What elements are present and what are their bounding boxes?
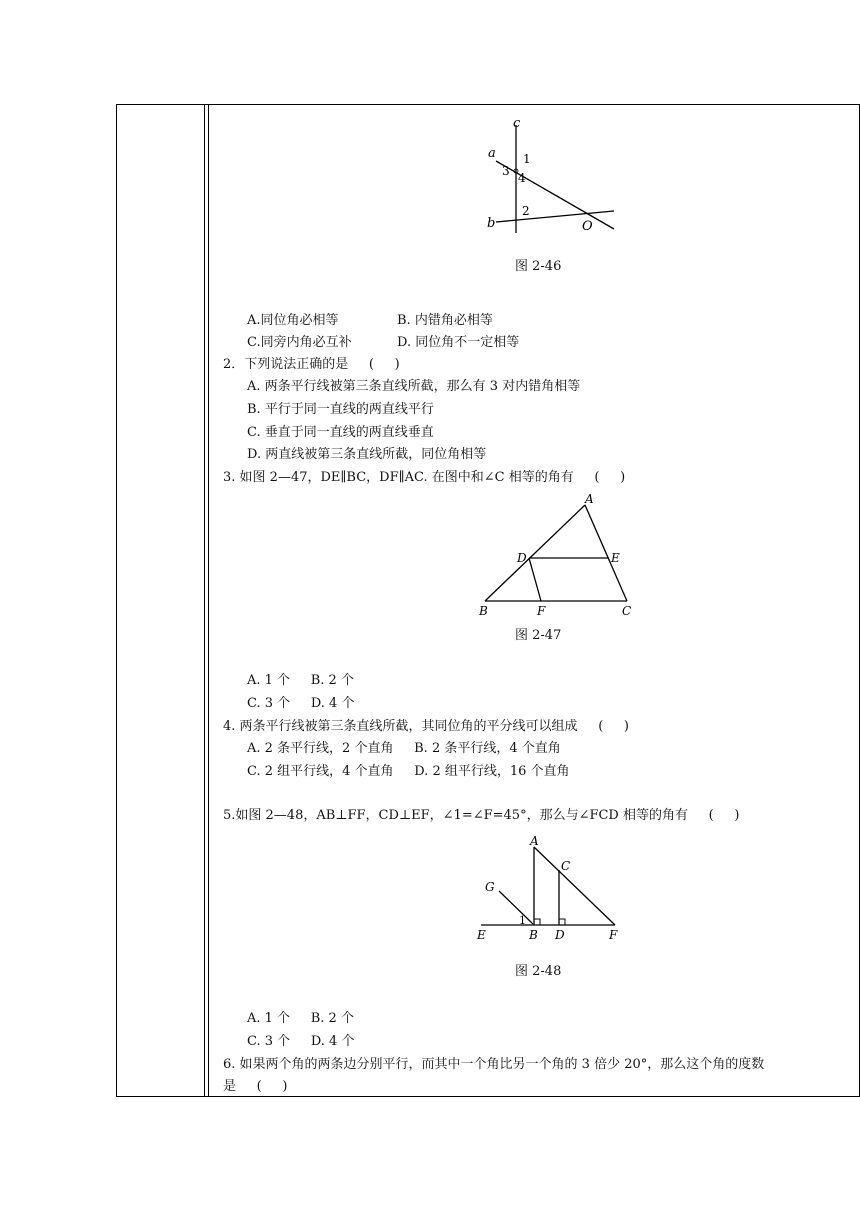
label-F: F	[609, 928, 618, 942]
label-angle-2: 2	[522, 204, 530, 218]
q5-stem: 5.如图 2—48，AB⊥FF，CD⊥EF，∠1=∠F=45°，那么与∠FCD 相等的角有 ( )	[223, 808, 740, 823]
label-D: D	[555, 928, 565, 942]
q5-options-cd: C. 3 个 D. 4 个	[247, 1034, 355, 1049]
q3-options-ab: A. 1 个 B. 2 个	[247, 673, 354, 688]
figure-2-47	[477, 491, 637, 619]
q2-option-a: A. 两条平行线被第三条直线所截，那么有 3 对内错角相等	[247, 379, 581, 394]
label-o: O	[582, 219, 593, 234]
q3-options-cd: C. 3 个 D. 4 个	[247, 696, 355, 711]
label-angle-3: 3	[502, 164, 510, 178]
question-cell	[217, 105, 855, 1096]
q4-options-cd: C. 2 组平行线，4 个直角 D. 2 组平行线，16 个直角	[247, 764, 570, 779]
label-G: G	[485, 880, 495, 894]
q4-options-ab: A. 2 条平行线，2 个直角 B. 2 条平行线，4 个直角	[247, 741, 561, 756]
label-A: A	[530, 834, 539, 848]
q3-stem: 3. 如图 2—47，DE∥BC，DF∥AC. 在图中和∠C 相等的角有 ( )	[223, 470, 626, 485]
label-E: E	[477, 928, 486, 942]
q1-option-a: A.同位角必相等	[247, 313, 339, 328]
q6-stem-line2: 是 ( )	[223, 1079, 288, 1094]
label-b: b	[487, 216, 496, 231]
label-C: C	[561, 859, 571, 873]
q5-options-ab: A. 1 个 B. 2 个	[247, 1011, 354, 1026]
figure-caption: 图 2-46	[515, 259, 562, 274]
label-D: D	[517, 551, 527, 565]
q1-option-d: D. 同位角不一定相等	[397, 335, 520, 350]
q2-option-b: B. 平行于同一直线的两直线平行	[247, 402, 434, 417]
q1-option-b: B. 内错角必相等	[397, 313, 493, 328]
q2-option-d: D. 两直线被第三条直线所截，同位角相等	[247, 447, 487, 462]
figure-2-48	[475, 825, 635, 945]
label-angle-4: 4	[518, 171, 526, 185]
q1-option-c: C.同旁内角必互补	[247, 335, 352, 350]
label-a: a	[488, 146, 496, 161]
column-divider	[204, 105, 205, 1096]
label-B: B	[479, 604, 488, 618]
worksheet-table	[116, 104, 860, 1097]
q4-stem: 4. 两条平行线被第三条直线所截，其同位角的平分线可以组成 ( )	[223, 719, 630, 734]
label-A: A	[585, 492, 594, 506]
label-E: E	[611, 551, 620, 565]
column-divider	[208, 105, 209, 1096]
q2-stem: 2．下列说法正确的是 ( )	[223, 357, 400, 372]
figure-2-46	[482, 117, 632, 237]
q2-option-c: C. 垂直于同一直线的两直线垂直	[247, 425, 434, 440]
label-C: C	[622, 604, 632, 618]
label-B: B	[529, 928, 538, 942]
label-F: F	[537, 604, 546, 618]
q6-stem-line1: 6. 如果两个角的两条边分别平行，而其中一个角比另一个角的 3 倍少 20°，那么这个角的度数	[223, 1057, 765, 1072]
label-c: c	[513, 117, 521, 131]
figure-caption: 图 2-48	[515, 964, 562, 979]
label-angle-1: 1	[519, 914, 526, 927]
figure-caption: 图 2-47	[515, 628, 562, 643]
label-angle-1: 1	[523, 152, 531, 166]
